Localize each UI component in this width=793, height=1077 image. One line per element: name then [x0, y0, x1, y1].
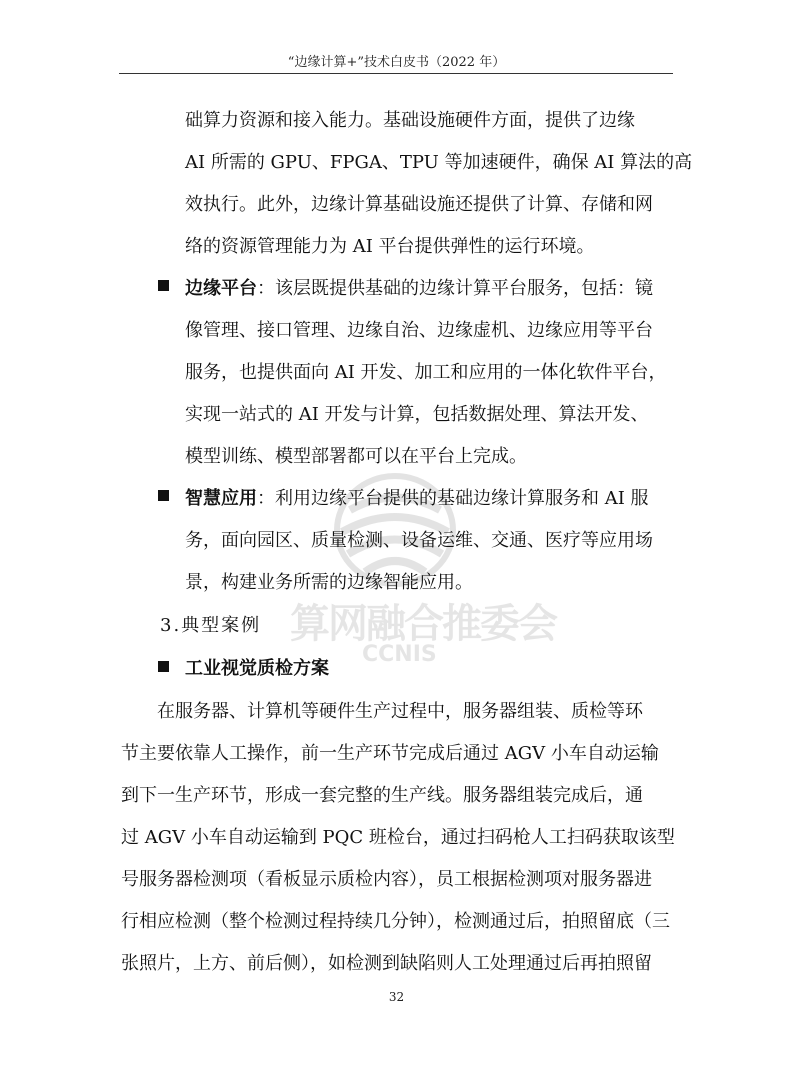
- bullet-platform-first-line: [185, 274, 653, 300]
- para1-line-4: 络的资源管理能力为 AI 平台提供弹性的运行环境。: [185, 236, 595, 257]
- bullet-platform-line-5: 模型训练、模型部署都可以在平台上完成。: [185, 446, 527, 467]
- bullet-apps-line-3: 景，构建业务所需的边缘智能应用。: [185, 572, 473, 593]
- bullet-platform-text: ：该层既提供基础的边缘计算平台服务，包括：镜: [257, 278, 653, 299]
- para2-line-1: 在服务器、计算机等硬件生产过程中，服务器组装、质检等环: [157, 701, 643, 722]
- bullet-platform-line-2: 像管理、接口管理、边缘自治、边缘虚机、边缘应用等平台: [185, 320, 653, 341]
- bullet-square-icon: [158, 280, 169, 291]
- section-heading: 3.典型案例: [160, 615, 262, 636]
- page-number: 32: [388, 990, 405, 1004]
- bullet-apps-label: 智慧应用: [185, 488, 257, 509]
- running-header: “边缘计算+”技术白皮书（2022 年）: [287, 55, 506, 70]
- para2-line-3: 到下一生产环节，形成一套完整的生产线。服务器组装完成后，通: [121, 785, 643, 806]
- para2-line-2: 节主要依靠人工操作，前一生产环节完成后通过 AGV 小车自动运输: [121, 743, 659, 764]
- subsection-heading: 工业视觉质检方案: [185, 658, 329, 679]
- header-rule: [119, 73, 673, 74]
- bullet-platform-label: 边缘平台: [185, 278, 257, 299]
- watermark-text: 算网融合推委会: [290, 601, 556, 647]
- para2-line-6: 行相应检测（整个检测过程持续几分钟），检测通过后，拍照留底（三: [121, 911, 670, 932]
- para1-line-3: 效执行。此外，边缘计算基础设施还提供了计算、存储和网: [185, 194, 653, 215]
- para1-line-2: AI 所需的 GPU、FPGA、TPU 等加速硬件，确保 AI 算法的高: [185, 152, 693, 173]
- para2-line-7: 张照片，上方、前后侧），如检测到缺陷则人工处理通过后再拍照留: [121, 953, 652, 974]
- bullet-platform-line-4: 实现一站式的 AI 开发与计算，包括数据处理、算法开发、: [185, 404, 649, 425]
- para2-line-4: 过 AGV 小车自动运输到 PQC 班检台，通过扫码枪人工扫码获取该型: [121, 827, 675, 848]
- bullet-apps-first-line: [185, 484, 649, 510]
- bullet-square-icon: [158, 661, 169, 672]
- para1-line-1: 础算力资源和接入能力。基础设施硬件方面，提供了边缘: [185, 110, 635, 131]
- bullet-platform-line-3: 服务，也提供面向 AI 开发、加工和应用的一体化软件平台，: [185, 362, 667, 383]
- bullet-square-icon: [158, 490, 169, 501]
- bullet-apps-line-2: 务，面向园区、质量检测、设备运维、交通、医疗等应用场: [185, 530, 653, 551]
- watermark-subtext: CCNIS: [362, 642, 437, 667]
- para2-line-5: 号服务器检测项（看板显示质检内容），员工根据检测项对服务器进: [121, 869, 652, 890]
- bullet-apps-text: ：利用边缘平台提供的基础边缘计算服务和 AI 服: [257, 488, 649, 509]
